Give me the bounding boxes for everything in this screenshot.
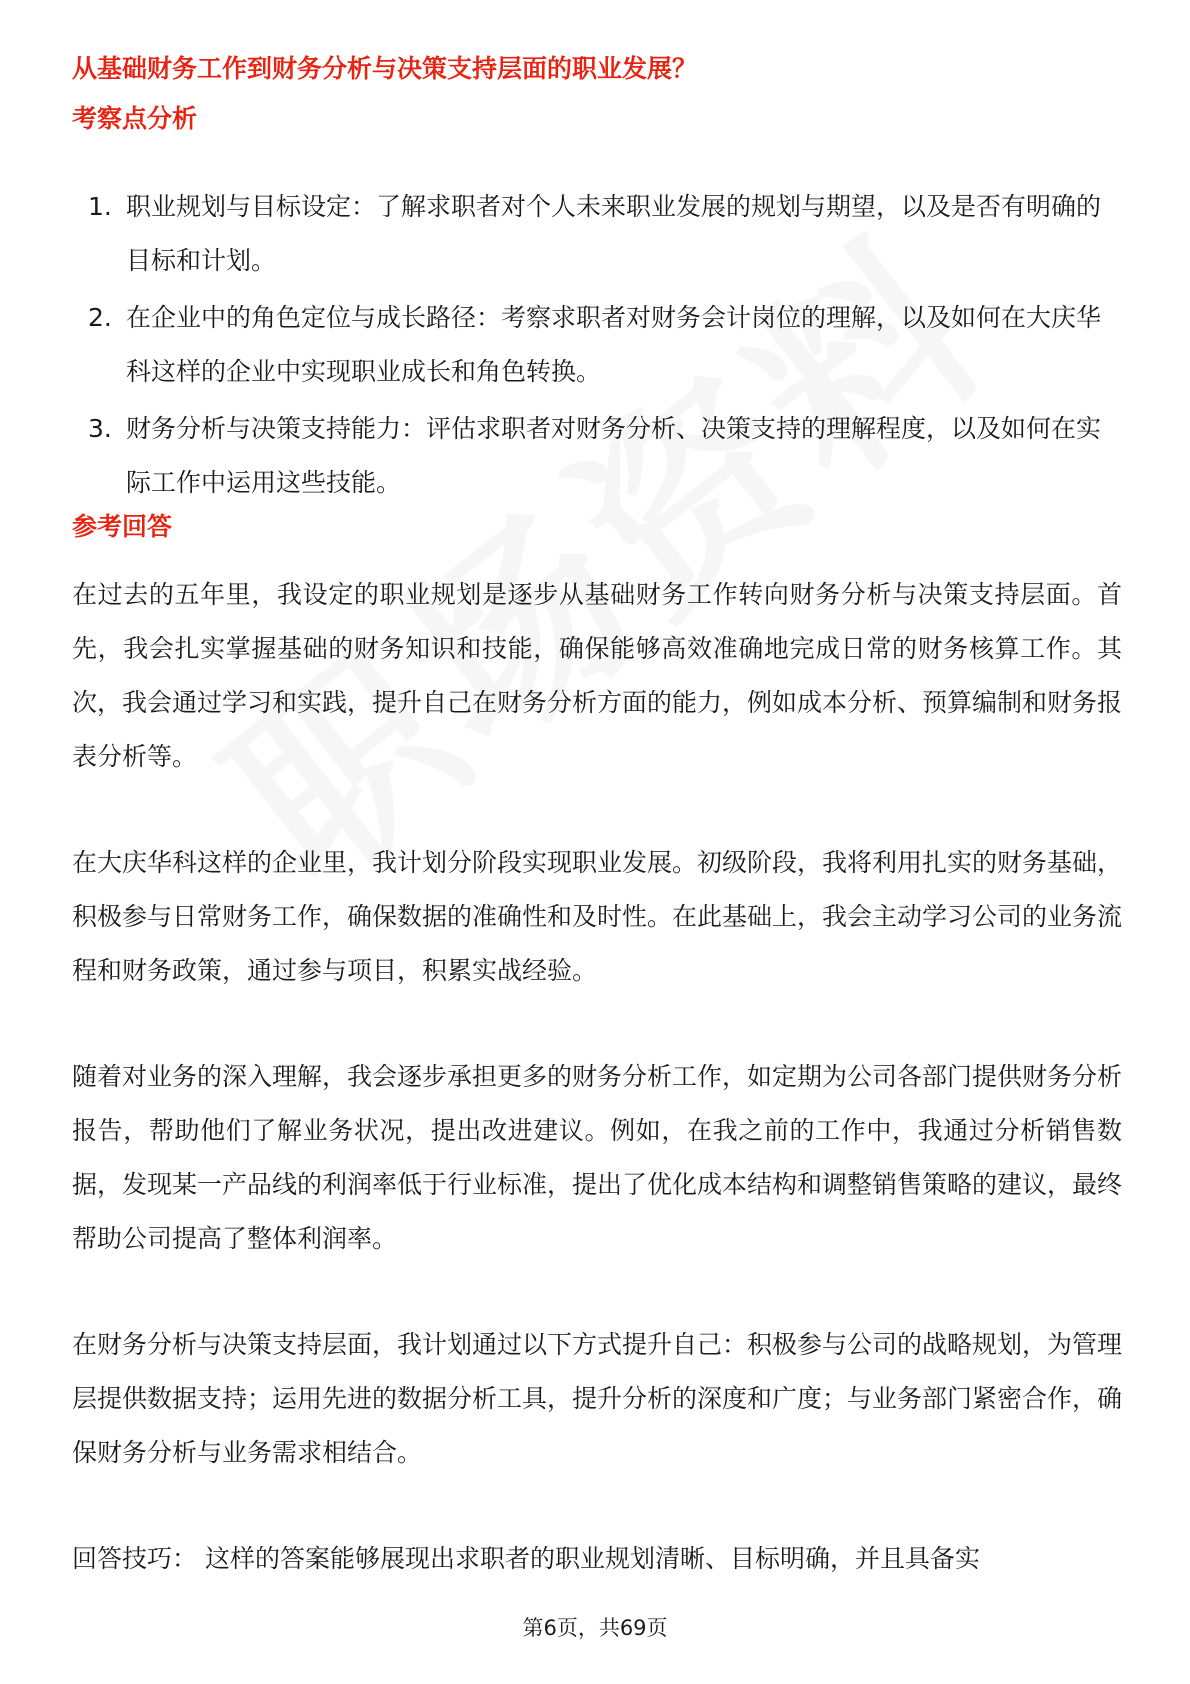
question-title: 从基础财务工作到财务分析与决策支持层面的职业发展？ <box>72 54 698 83</box>
list-number: 2. <box>88 303 112 332</box>
analysis-heading: 考察点分析 <box>72 104 198 133</box>
tips-paragraph: 回答技巧： 这样的答案能够展现出求职者的职业规划清晰、目标明确，并且具备实 <box>72 1544 980 1573</box>
list-item <box>72 291 1122 399</box>
answer-paragraph: 在过去的五年里，我设定的职业规划是逐步从基础财务工作转向财务分析与决策支持层面。首先，我会扎实掌握基础的财务知识和技能，确保能够高效准确地完成日常的财务核算工作。其次，我会通过学习和实践，提升自己在财务分析方面的能力，例如成本分析、预算编制和财务报表分析等。 <box>72 580 1123 771</box>
list-text: 财务分析与决策支持能力：评估求职者对财务分析、决策支持的理解程度，以及如何在实际工作中运用这些技能。 <box>126 414 1102 497</box>
list-number: 3. <box>88 414 112 443</box>
list-item <box>72 180 1122 288</box>
list-text: 在企业中的角色定位与成长路径：考察求职者对财务会计岗位的理解，以及如何在大庆华科这样的企业中实现职业成长和角色转换。 <box>126 303 1102 386</box>
answer-paragraph: 随着对业务的深入理解，我会逐步承担更多的财务分析工作，如定期为公司各部门提供财务分析报告，帮助他们了解业务状况，提出改进建议。例如，在我之前的工作中，我通过分析销售数据，发现某一产品线的利润率低于行业标准，提出了优化成本结构和调整销售策略的建议，最终帮助公司提高了整体利润率。 <box>72 1062 1123 1253</box>
answer-heading: 参考回答 <box>72 512 173 541</box>
list-number: 1. <box>88 192 112 221</box>
answer-paragraph: 在大庆华科这样的企业里，我计划分阶段实现职业发展。初级阶段，我将利用扎实的财务基础，积极参与日常财务工作，确保数据的准确性和及时性。在此基础上，我会主动学习公司的业务流程和财务政策，通过参与项目，积累实战经验。 <box>72 848 1123 985</box>
answer-paragraph: 在财务分析与决策支持层面，我计划通过以下方式提升自己：积极参与公司的战略规划，为管理层提供数据支持；运用先进的数据分析工具，提升分析的深度和广度；与业务部门紧密合作，确保财务分析与业务需求相结合。 <box>72 1330 1123 1467</box>
page-number: 第6页，共69页 <box>522 1616 668 1640</box>
analysis-list <box>72 180 1122 513</box>
list-item <box>72 402 1122 510</box>
list-text: 职业规划与目标设定：了解求职者对个人未来职业发展的规划与期望，以及是否有明确的目标和计划。 <box>126 192 1102 275</box>
